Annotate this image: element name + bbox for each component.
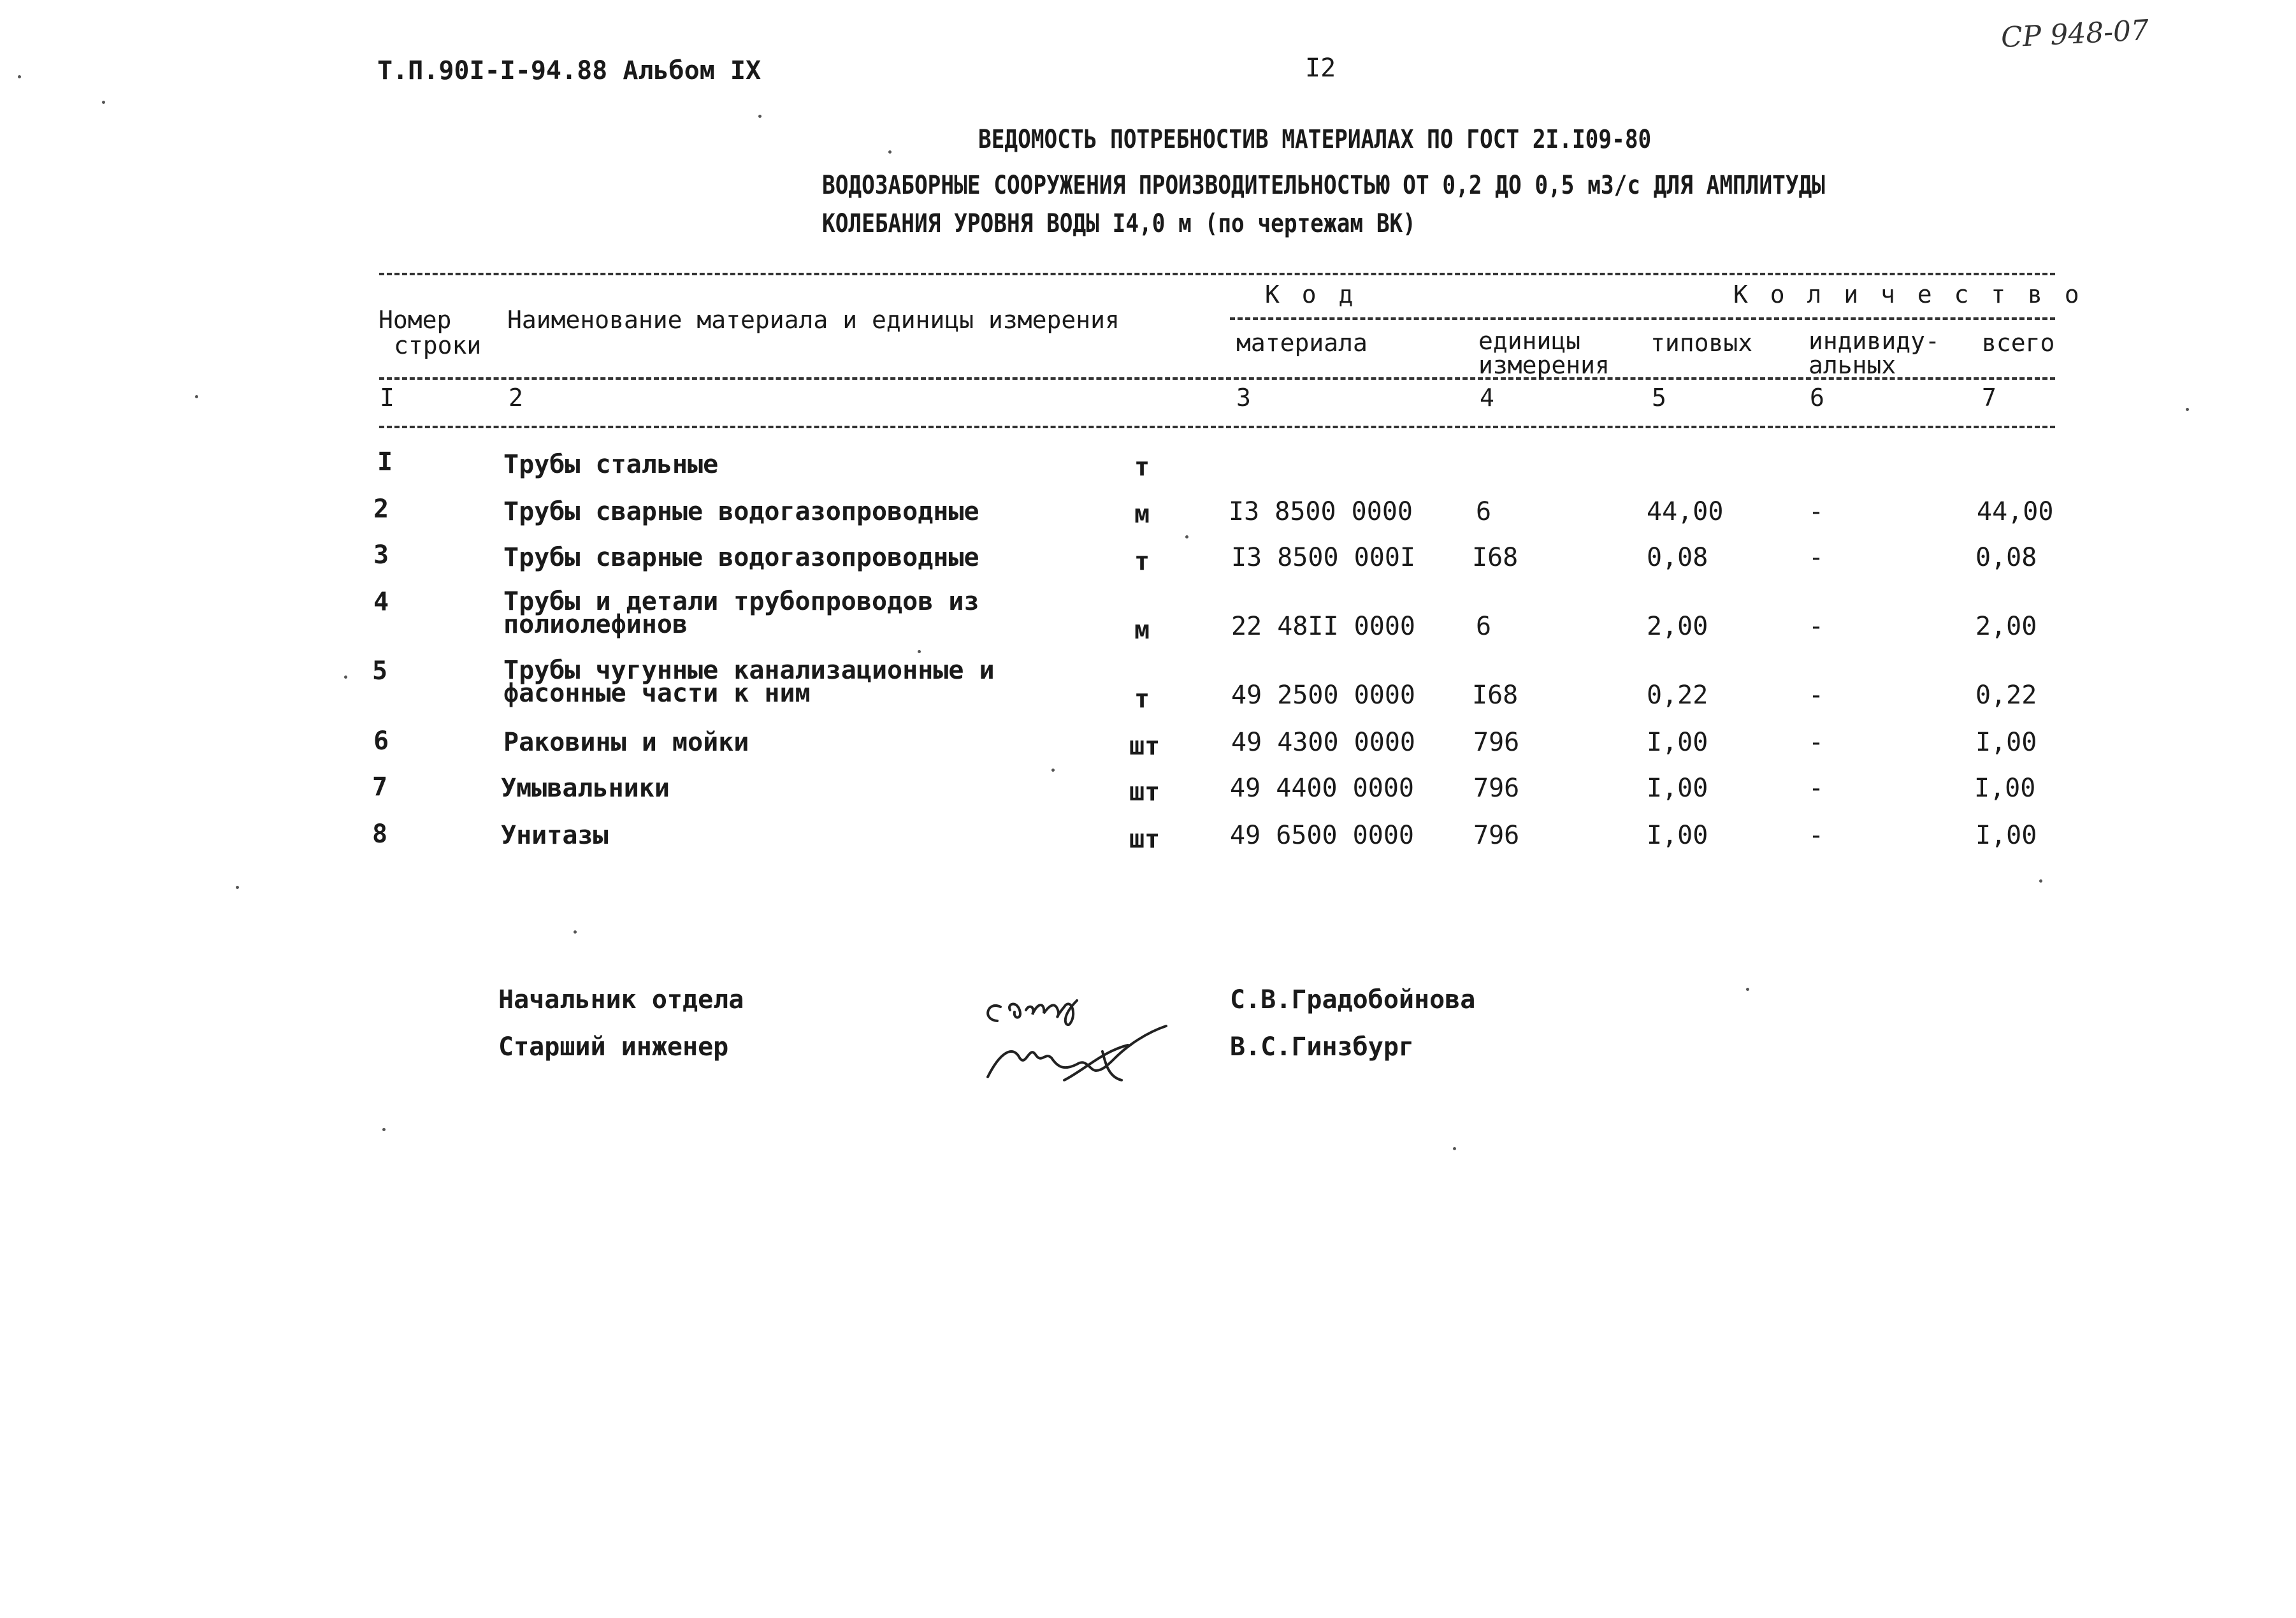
header-indiv-line1: индивиду- bbox=[1809, 327, 1940, 355]
column-number: 6 bbox=[1810, 384, 1824, 412]
header-name: Наименование материала и единицы измерения bbox=[507, 306, 1120, 334]
title-line-3: КОЛЕБАНИЯ УРОВНЯ ВОДЫ I4,0 м (по чертежам ВК) bbox=[822, 209, 1416, 238]
header-unit-code bbox=[1478, 329, 1610, 377]
total-quantity: 2,00 bbox=[1975, 612, 2037, 641]
header-split-rule bbox=[1230, 317, 2055, 320]
row-number: 3 bbox=[373, 540, 389, 570]
row-number: 8 bbox=[372, 820, 388, 849]
page-number: I2 bbox=[1305, 54, 1336, 83]
typical-quantity: 44,00 bbox=[1647, 497, 1724, 526]
individual-quantity: - bbox=[1809, 681, 1824, 710]
typical-quantity: I,00 bbox=[1647, 774, 1708, 803]
individual-quantity: - bbox=[1809, 774, 1824, 803]
header-row-no-line2: строки bbox=[394, 331, 482, 359]
material-name-line2: фасонные части к ним bbox=[503, 679, 811, 708]
title-line-2: ВОДОЗАБОРНЫЕ СООРУЖЕНИЯ ПРОИЗВОДИТЕЛЬНОСТЬЮ ОТ 0,2 ДО 0,5 м3/с ДЛЯ АМПЛИТУДЫ bbox=[822, 171, 1826, 200]
header-unit-line2: измерения bbox=[1478, 351, 1610, 379]
typical-quantity: 0,22 bbox=[1647, 681, 1708, 710]
column-numbers-rule bbox=[379, 426, 2055, 428]
individual-quantity: - bbox=[1809, 728, 1824, 757]
unit: м bbox=[1134, 616, 1150, 645]
material-code: I3 8500 0000 bbox=[1229, 497, 1413, 526]
unit-code: 6 bbox=[1476, 497, 1492, 526]
signatory-role: Начальник отдела bbox=[498, 985, 744, 1015]
column-number: 4 bbox=[1480, 384, 1494, 412]
signatory-role: Старший инженер bbox=[498, 1032, 729, 1062]
typical-quantity: 0,08 bbox=[1647, 543, 1708, 572]
total-quantity: 44,00 bbox=[1977, 497, 2054, 526]
column-number: 5 bbox=[1652, 384, 1666, 412]
total-quantity: I,00 bbox=[1975, 728, 2037, 757]
row-number: I bbox=[377, 447, 393, 477]
unit: шт bbox=[1129, 777, 1160, 807]
header-code-group: К о д bbox=[1265, 280, 1357, 308]
title-line-1: ВЕДОМОСТЬ ПОТРЕБНОСТИВ МАТЕРИАЛАХ ПО ГОСТ 2I.I09-80 bbox=[978, 125, 1652, 154]
unit: т bbox=[1134, 547, 1150, 576]
unit-code: I68 bbox=[1472, 681, 1519, 710]
material-name: Трубы сварные водогазопроводные bbox=[503, 497, 979, 526]
header-unit-line1: единицы bbox=[1478, 327, 1581, 355]
typical-quantity: I,00 bbox=[1647, 728, 1708, 757]
material-name: Унитазы bbox=[501, 821, 609, 850]
header-row-no bbox=[379, 306, 481, 359]
material-name-line2: полиолефинов bbox=[503, 610, 688, 639]
total-quantity: I,00 bbox=[1975, 821, 2037, 850]
unit: м bbox=[1134, 500, 1150, 529]
header-quantity-group: К о л и ч е с т в о bbox=[1733, 280, 2083, 308]
material-name-line1: Трубы и детали трубопроводов из bbox=[503, 587, 979, 616]
column-number: 2 bbox=[509, 384, 523, 412]
individual-quantity: - bbox=[1809, 821, 1824, 850]
archive-stamp: СР 948-07 bbox=[2000, 13, 2150, 55]
total-quantity: 0,08 bbox=[1975, 543, 2037, 572]
row-number: 4 bbox=[373, 588, 389, 617]
unit-code: I68 bbox=[1472, 543, 1519, 572]
material-name bbox=[503, 656, 995, 708]
material-code: 49 6500 0000 bbox=[1230, 821, 1414, 850]
material-code: 22 48II 0000 bbox=[1231, 612, 1415, 641]
individual-quantity: - bbox=[1809, 543, 1824, 572]
total-quantity: 0,22 bbox=[1975, 681, 2037, 710]
row-number: 2 bbox=[373, 495, 389, 524]
total-quantity: I,00 bbox=[1974, 774, 2036, 803]
unit: т bbox=[1134, 452, 1150, 482]
row-number: 5 bbox=[372, 656, 388, 686]
material-code: 49 2500 0000 bbox=[1231, 681, 1415, 710]
typical-quantity: 2,00 bbox=[1647, 612, 1708, 641]
header-typical: типовых bbox=[1650, 329, 1753, 357]
header-bottom-rule bbox=[379, 377, 2055, 380]
row-number: 6 bbox=[373, 726, 389, 756]
document-reference: Т.П.90I-I-94.88 Альбом IX bbox=[377, 56, 762, 85]
column-number: I bbox=[380, 384, 394, 412]
material-code: 49 4400 0000 bbox=[1230, 774, 1414, 803]
unit-code: 796 bbox=[1473, 774, 1520, 803]
material-name bbox=[503, 587, 979, 639]
header-material-code: материала bbox=[1236, 329, 1368, 357]
header-indiv-line2: альных bbox=[1809, 351, 1896, 379]
material-code: I3 8500 000I bbox=[1231, 543, 1415, 572]
column-number: 7 bbox=[1982, 384, 1996, 412]
table-top-rule bbox=[379, 273, 2055, 275]
unit-code: 796 bbox=[1473, 821, 1520, 850]
material-name: Раковины и мойки bbox=[503, 728, 749, 757]
header-total: всего bbox=[1982, 329, 2055, 357]
material-name-line1: Трубы чугунные канализационные и bbox=[503, 656, 995, 685]
material-code: 49 4300 0000 bbox=[1231, 728, 1415, 757]
unit-code: 796 bbox=[1473, 728, 1520, 757]
unit: т bbox=[1134, 684, 1150, 714]
unit-code: 6 bbox=[1476, 612, 1492, 641]
typical-quantity: I,00 bbox=[1647, 821, 1708, 850]
individual-quantity: - bbox=[1809, 497, 1824, 526]
unit: шт bbox=[1129, 732, 1160, 761]
individual-quantity: - bbox=[1809, 612, 1824, 641]
material-name: Трубы сварные водогазопроводные bbox=[503, 543, 979, 572]
material-name: Трубы стальные bbox=[503, 450, 719, 479]
signatory-name: В.С.Гинзбург bbox=[1230, 1032, 1414, 1062]
material-name: Умывальники bbox=[501, 774, 670, 803]
signatory-name: С.В.Градобойнова bbox=[1230, 985, 1476, 1015]
header-row-no-line1: Номер bbox=[379, 306, 452, 334]
row-number: 7 bbox=[372, 772, 388, 802]
unit: шт bbox=[1129, 825, 1160, 854]
handwritten-signature-icon bbox=[975, 975, 1204, 1090]
column-number: 3 bbox=[1236, 384, 1251, 412]
header-individual bbox=[1809, 329, 1940, 377]
